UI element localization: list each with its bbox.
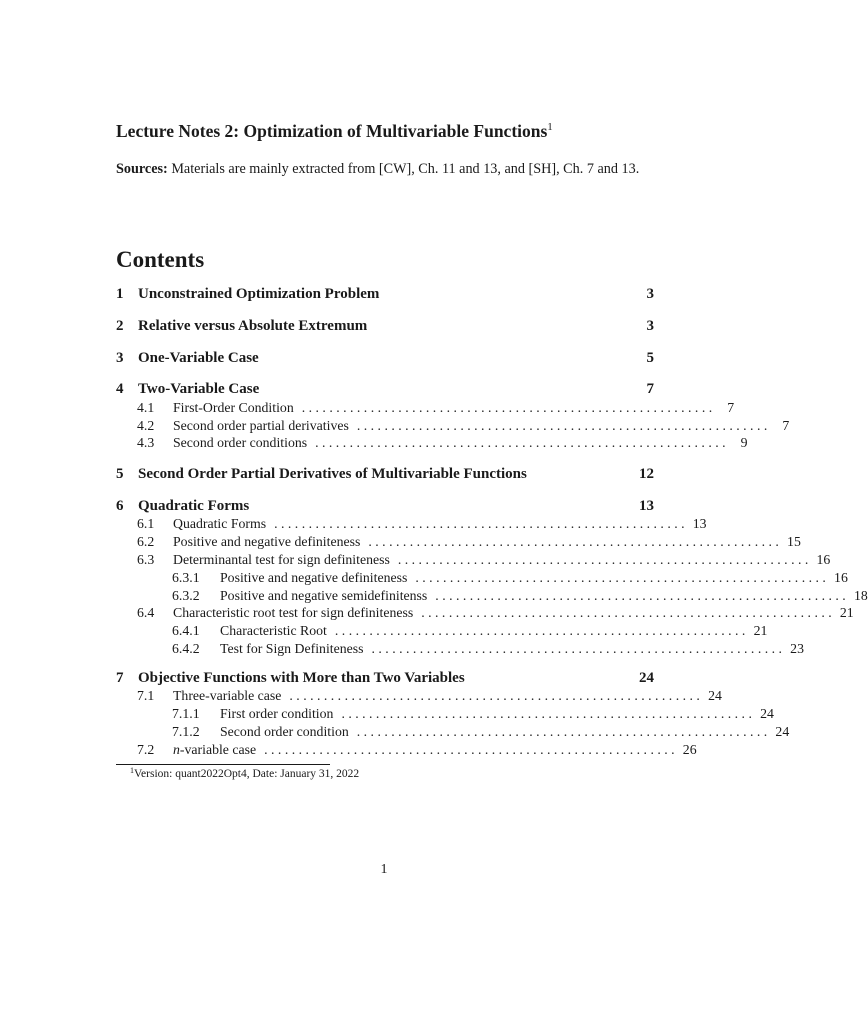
footnote (130, 767, 359, 781)
toc-entry-page: 9 (740, 435, 748, 450)
toc-entry-title-rest: -variable case (179, 742, 257, 757)
toc-entry-number: 6.4.1 (172, 623, 200, 638)
sources-text: Materials are mainly extracted from [CW], Ch. 11 and 13, and [SH], Ch. 7 and 13. (167, 161, 640, 177)
toc-entry-title: First-Order Condition (173, 400, 294, 415)
toc-entry-page: 23 (790, 641, 804, 656)
sources-label: Sources: (116, 161, 168, 177)
toc-entry[interactable] (116, 706, 774, 725)
toc-entry-page: 12 (639, 466, 654, 482)
toc-entry-number: 1 (116, 286, 124, 302)
toc-entry-number: 6.3 (137, 552, 155, 567)
toc-entry-number: 6.3.2 (172, 588, 200, 603)
toc-entry[interactable] (116, 381, 654, 400)
toc-entry-page: 16 (834, 570, 848, 585)
toc-entry-number: 4.1 (137, 400, 155, 415)
toc-entry-leader: . . . . . . . . . . . . . . . . . . . . . . . . . . . . . . . . . . . . . . . . . . . . . . . . . . . . . . . . . . . . (356, 724, 768, 739)
toc-entry-number: 3 (116, 350, 124, 366)
toc-entry-number: 6.2 (137, 534, 155, 549)
toc-entry-title: Positive and negative definiteness (173, 534, 361, 549)
toc-entry-page: 13 (692, 516, 707, 531)
toc-entry[interactable] (116, 318, 654, 337)
toc-entry-title (173, 742, 256, 758)
toc-entry[interactable] (116, 688, 722, 707)
document-title (116, 120, 676, 142)
toc-entry-number: 6.1 (137, 516, 155, 531)
toc-entry[interactable] (116, 623, 768, 642)
toc-entry-page: 15 (787, 534, 801, 549)
toc-entry-page: 24 (639, 670, 654, 686)
footnote-mark: 1 (130, 766, 134, 775)
toc-entry[interactable] (116, 534, 801, 553)
toc-entry-title: Second order condition (220, 724, 349, 739)
toc-entry-title: Three-variable case (173, 688, 282, 703)
toc-entry-page: 21 (753, 623, 768, 638)
toc-entry-page: 24 (708, 688, 722, 703)
toc-entry[interactable] (116, 641, 804, 660)
page-number: 1 (380, 862, 388, 877)
toc-entry-title: Test for Sign Definiteness (220, 641, 364, 656)
toc-entry-page: 18 (853, 588, 868, 603)
toc-entry-title-italic: n (173, 742, 180, 757)
toc-entry-title: Characteristic Root (220, 623, 327, 638)
toc-entry-page: 3 (646, 286, 654, 302)
toc-entry[interactable] (116, 742, 697, 761)
toc-entry[interactable] (116, 570, 848, 589)
toc-entry-number: 7.1.2 (172, 724, 200, 739)
toc-entry[interactable] (116, 498, 654, 517)
toc-entry-number: 6.4 (137, 605, 155, 620)
toc-entry-leader: . . . . . . . . . . . . . . . . . . . . . . . . . . . . . . . . . . . . . . . . . . . . . . . . . . . . . . . . . . . . (421, 605, 832, 620)
toc-entry[interactable] (116, 400, 735, 419)
toc-entry[interactable] (116, 516, 707, 535)
toc-entry[interactable] (116, 670, 654, 689)
toc-entry-leader: . . . . . . . . . . . . . . . . . . . . . . . . . . . . . . . . . . . . . . . . . . . . . . . . . . . . . . . . . . . . (356, 418, 768, 433)
toc-entry-page: 21 (839, 605, 854, 620)
toc-entry-title: Second Order Partial Derivatives of Multivariable Functions (138, 466, 527, 482)
toc-entry-leader: . . . . . . . . . . . . . . . . . . . . . . . . . . . . . . . . . . . . . . . . . . . . . . . . . . . . . . . . . . . . (435, 588, 846, 603)
toc-entry-number: 5 (116, 466, 124, 482)
toc-entry[interactable] (116, 435, 748, 454)
toc-entry[interactable] (116, 350, 654, 369)
toc-entry-leader: . . . . . . . . . . . . . . . . . . . . . . . . . . . . . . . . . . . . . . . . . . . . . . . . . . . . . . . . . . . . (334, 623, 746, 638)
toc-entry-leader: . . . . . . . . . . . . . . . . . . . . . . . . . . . . . . . . . . . . . . . . . . . . . . . . . . . . . . . . . . . . (341, 706, 752, 721)
toc-entry-number: 6 (116, 498, 124, 514)
toc-entry-number: 7.2 (137, 742, 155, 757)
toc-entry-title: First order condition (220, 706, 334, 721)
toc-entry[interactable] (116, 724, 790, 743)
toc-entry-leader: . . . . . . . . . . . . . . . . . . . . . . . . . . . . . . . . . . . . . . . . . . . . . . . . . . . . . . . . . . . . (397, 552, 809, 567)
footnote-text: Version: quant2022Opt4, Date: January 31, 2022 (134, 768, 360, 780)
toc-entry-number: 7 (116, 670, 124, 686)
toc-entry[interactable] (116, 605, 854, 624)
toc-entry-number: 4 (116, 381, 124, 397)
toc-entry-leader: . . . . . . . . . . . . . . . . . . . . . . . . . . . . . . . . . . . . . . . . . . . . . . . . . . . . . . . . . . . . (289, 688, 700, 703)
toc-entry-page: 3 (646, 318, 654, 334)
toc-entry-number: 4.2 (137, 418, 155, 433)
toc-entry-leader: . . . . . . . . . . . . . . . . . . . . . . . . . . . . . . . . . . . . . . . . . . . . . . . . . . . . . . . . . . . . (415, 570, 826, 585)
toc-entry-number: 4.3 (137, 435, 155, 450)
title-text: Lecture Notes 2: Optimization of Multivariable Functions (116, 121, 548, 141)
contents-heading: Contents (116, 247, 205, 272)
toc-entry-page: 16 (816, 552, 831, 567)
toc-entry-title: Determinantal test for sign definiteness (173, 552, 390, 567)
toc-entry-leader: . . . . . . . . . . . . . . . . . . . . . . . . . . . . . . . . . . . . . . . . . . . . . . . . . . . . . . . . . . . . (274, 516, 685, 531)
toc-entry-page: 13 (639, 498, 654, 514)
toc-entry-number: 2 (116, 318, 124, 334)
toc-entry[interactable] (116, 286, 654, 305)
toc-entry-title: Two-Variable Case (138, 381, 260, 397)
toc-entry[interactable] (116, 466, 654, 485)
toc-entry-page: 7 (782, 418, 790, 433)
toc-entry-title: Positive and negative semidefinitenss (220, 588, 428, 603)
toc-entry-title: Second order conditions (173, 435, 308, 450)
toc-entry-number: 6.4.2 (172, 641, 200, 656)
toc-entry-title: Quadratic Forms (138, 498, 250, 514)
toc-entry-page: 7 (646, 381, 654, 397)
toc-entry-title: Relative versus Absolute Extremum (138, 318, 368, 334)
toc-entry-number: 6.3.1 (172, 570, 200, 585)
toc-entry-leader: . . . . . . . . . . . . . . . . . . . . . . . . . . . . . . . . . . . . . . . . . . . . . . . . . . . . . . . . . . . . (368, 534, 779, 549)
sources-paragraph (116, 159, 654, 179)
toc-entry-title: Second order partial derivatives (173, 418, 349, 433)
footnote-rule (116, 764, 330, 765)
toc-entry-page: 7 (727, 400, 735, 415)
toc-entry-leader: . . . . . . . . . . . . . . . . . . . . . . . . . . . . . . . . . . . . . . . . . . . . . . . . . . . . . . . . . . . . (315, 435, 726, 450)
toc-entry-page: 26 (682, 742, 697, 757)
toc-entry-leader: . . . . . . . . . . . . . . . . . . . . . . . . . . . . . . . . . . . . . . . . . . . . . . . . . . . . . . . . . . . . (264, 742, 675, 757)
toc-entry-number: 7.1.1 (172, 706, 200, 721)
toc-entry-title: One-Variable Case (138, 350, 259, 366)
toc-entry-page: 24 (775, 724, 790, 739)
toc-entry-title: Unconstrained Optimization Problem (138, 286, 380, 302)
toc-entry-leader: . . . . . . . . . . . . . . . . . . . . . . . . . . . . . . . . . . . . . . . . . . . . . . . . . . . . . . . . . . . . (371, 641, 782, 656)
toc-entry-title: Objective Functions with More than Two Variables (138, 670, 465, 686)
toc-entry-page: 5 (646, 350, 654, 366)
toc-entry-page: 24 (760, 706, 774, 721)
toc-entry-leader: . . . . . . . . . . . . . . . . . . . . . . . . . . . . . . . . . . . . . . . . . . . . . . . . . . . . . . . . . . . . (301, 400, 713, 415)
toc-entry-number: 7.1 (137, 688, 155, 703)
title-footnote-mark[interactable]: 1 (547, 121, 553, 133)
toc-entry-title: Quadratic Forms (173, 516, 267, 531)
toc-entry-title: Positive and negative definiteness (220, 570, 408, 585)
toc-entry[interactable] (116, 552, 831, 571)
toc-entry-title: Characteristic root test for sign definiteness (173, 605, 414, 620)
